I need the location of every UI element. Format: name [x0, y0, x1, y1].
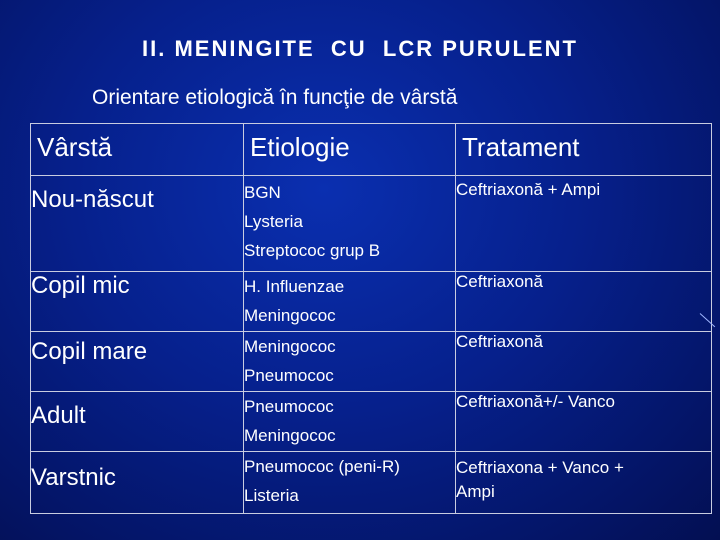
treatment-item: Ceftriaxonă	[456, 332, 543, 351]
treatment-cell	[456, 272, 712, 332]
etiology-cell	[244, 176, 456, 272]
age-cell: Copil mic	[31, 272, 244, 332]
header-treatment: Tratament	[456, 124, 712, 176]
etiology-item: Meningococ	[244, 337, 336, 356]
table-row	[31, 332, 712, 392]
header-etiology: Etiologie	[244, 124, 456, 176]
treatment-item: Ceftriaxonă+/- Vanco	[456, 392, 615, 411]
treatment-item: Ceftriaxonă	[456, 272, 543, 291]
treatment-cell	[456, 392, 712, 452]
treatment-item: Ceftriaxonă + Ampi	[456, 180, 601, 199]
treatment-cell	[456, 452, 712, 514]
etiology-item: Listeria	[244, 486, 299, 505]
etiology-cell	[244, 452, 456, 514]
age-cell: Varstnic	[31, 452, 244, 514]
age-cell: Nou-născut	[31, 176, 244, 272]
etiology-item: Pneumococ	[244, 397, 334, 416]
etiology-item: Meningococ	[244, 306, 336, 325]
table-row	[31, 392, 712, 452]
treatment-item: Ceftriaxona + Vanco +	[456, 458, 624, 477]
age-cell: Copil mare	[31, 332, 244, 392]
treatment-cell	[456, 176, 712, 272]
slide-subtitle: Orientare etiologică în funcţie de vârstă	[92, 86, 458, 109]
age-cell: Adult	[31, 392, 244, 452]
etiology-item: Pneumococ (peni-R)	[244, 457, 400, 476]
etiology-cell	[244, 392, 456, 452]
table-row	[31, 272, 712, 332]
table-row	[31, 452, 712, 514]
etiology-item: Lysteria	[244, 212, 303, 231]
etiology-item: Meningococ	[244, 426, 336, 445]
etiology-item: Streptococ grup B	[244, 241, 381, 260]
table-row	[31, 176, 712, 272]
slide-title: II. MENINGITE CU LCR PURULENT	[142, 36, 578, 61]
header-age: Vârstă	[31, 124, 244, 176]
etiology-cell	[244, 332, 456, 392]
etiology-item: BGN	[244, 183, 281, 202]
etiology-item: Pneumococ	[244, 366, 334, 385]
treatment-cell	[456, 332, 712, 392]
table-header-row	[31, 124, 712, 176]
treatment-item: Ampi	[456, 482, 495, 501]
etiology-item: H. Influenzae	[244, 277, 345, 296]
etiology-cell	[244, 272, 456, 332]
etiology-table	[30, 123, 712, 514]
